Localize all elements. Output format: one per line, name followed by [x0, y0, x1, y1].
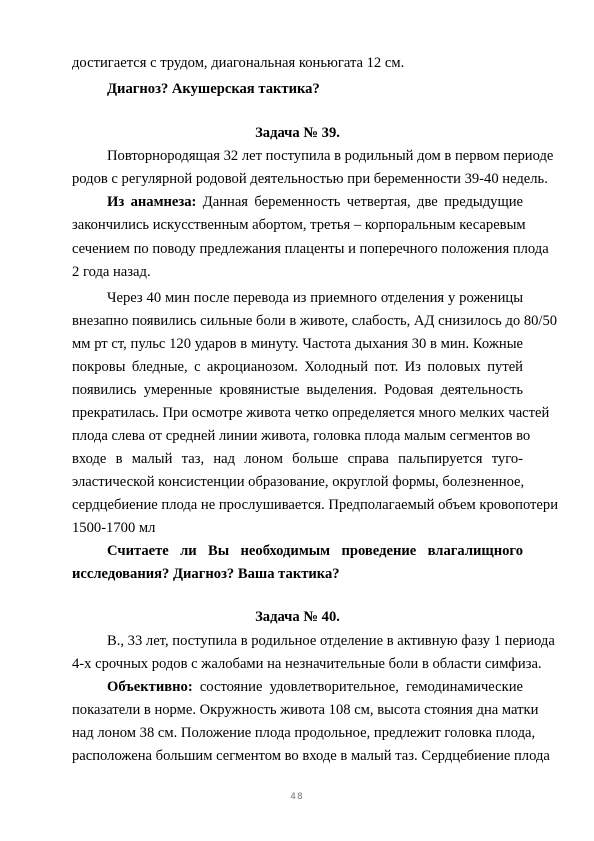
task-39-anamnesis-line: сечением по поводу предлежания плаценты и поперечного положения плода	[72, 241, 549, 257]
task-39-title: Задача № 39.	[255, 125, 340, 141]
page-number: 48	[290, 792, 304, 802]
task-40-objective-line: показатели в норме. Окружность живота 108 см, высота стояния дна матки	[72, 702, 539, 718]
task-39-anamnesis-line	[107, 193, 523, 211]
task-39-p2-line: покровы бледные, с акроцианозом. Холодный пот. Из половых путей	[72, 359, 523, 375]
task-39-p1-line: родов с регулярной родовой деятельностью при беременности 39-40 недель.	[72, 171, 548, 187]
task-39-anamnesis-line: закончились искусственным абортом, третья – корпоральным кесаревым	[72, 217, 526, 233]
intro-line: достигается с трудом, диагональная коньюгата 12 см.	[72, 55, 405, 71]
task-39-p2-line: мм рт ст, пульс 120 ударов в минуту. Частота дыхания 30 в мин. Кожные	[72, 336, 523, 352]
task-40-p1-line: 4-х срочных родов с жалобами на незначительные боли в области симфиза.	[72, 656, 542, 672]
task-39-p2-line: Через 40 мин после перевода из приемного отделения у роженицы	[107, 290, 523, 306]
intro-question: Диагноз? Акушерская тактика?	[107, 81, 320, 97]
task-39-p2-line: появились умеренные кровянистые выделения. Родовая деятельность	[72, 382, 523, 398]
task-40-p1-line: В., 33 лет, поступила в родильное отделение в активную фазу 1 периода	[107, 633, 555, 649]
anamnesis-text: Данная беременность четвертая, две предыдущие	[202, 194, 523, 210]
task-40-objective-line	[107, 678, 523, 696]
task-39-p2-line: входе в малый таз, над лоном больше справа пальпируется туго-	[72, 451, 523, 467]
objective-label: Объективно:	[107, 679, 193, 695]
task-39-p2-line: эластической консистенции образование, округлой формы, болезненное,	[72, 474, 525, 490]
anamnesis-label: Из анамнеза:	[107, 194, 197, 210]
task-39-p2-line: плода слева от средней линии живота, головка плода малым сегментов во	[72, 428, 531, 444]
task-39-p2-line: прекратилась. При осмотре живота четко определяется много мелких частей	[72, 405, 550, 421]
task-40-objective-line: расположена большим сегментом во входе в малый таз. Сердцебиение плода	[72, 748, 550, 764]
task-39-p2-line: внезапно появились сильные боли в животе, слабость, АД снизилось до 80/50	[72, 313, 558, 329]
task-39-p2-line: 1500-1700 мл	[72, 520, 156, 536]
task-39-anamnesis-line: 2 года назад.	[72, 264, 151, 280]
objective-text: состояние удовлетворительное, гемодинамические	[199, 679, 524, 695]
task-39-question-line: исследования? Диагноз? Ваша тактика?	[72, 566, 340, 582]
task-39-p1-line: Повторнородящая 32 лет поступила в родильный дом в первом периоде	[107, 148, 554, 164]
task-39-question-line: Считаете ли Вы необходимым проведение влагалищного	[107, 543, 523, 559]
task-40-objective-line: над лоном 38 см. Положение плода продольное, предлежит головка плода,	[72, 725, 536, 741]
task-39-p2-line: сердцебиение плода не прослушивается. Предполагаемый объем кровопотери	[72, 497, 559, 513]
task-40-title: Задача № 40.	[255, 609, 340, 625]
